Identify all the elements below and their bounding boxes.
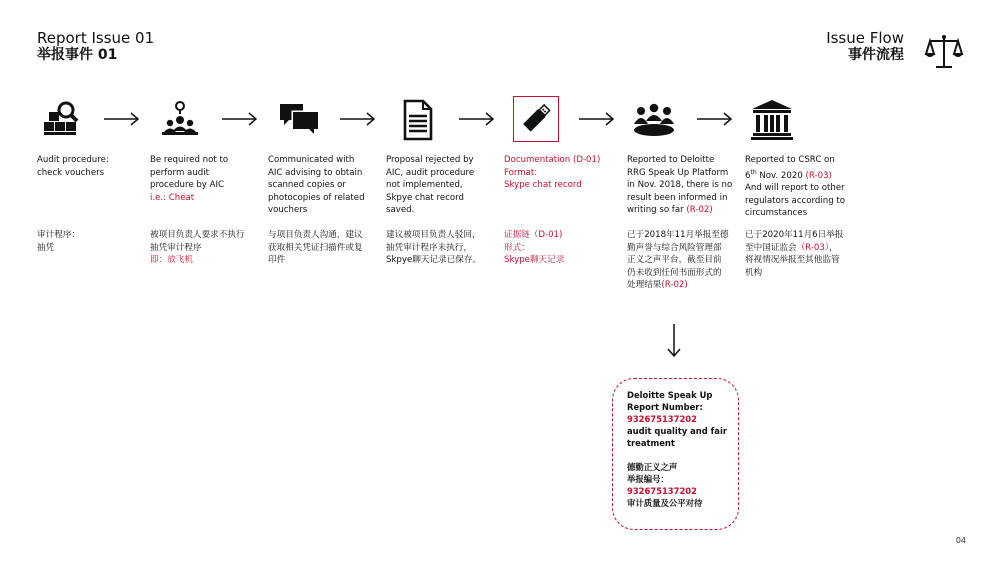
chat-bubbles-icon bbox=[277, 98, 321, 142]
report-title-en: Report Issue 01 bbox=[37, 29, 155, 47]
step-communicated: Communicated with AIC advising to obtain scanned copies or photocopies of related vouchers bbox=[268, 155, 365, 216]
step-required-not-perform: Be required not to perform audit procedure by AIC i.e.: Cheat bbox=[150, 155, 229, 203]
courthouse-icon bbox=[750, 98, 794, 142]
flow-arrow bbox=[104, 111, 140, 125]
person-group-pin-icon bbox=[158, 98, 202, 142]
meeting-table-icon bbox=[632, 98, 676, 142]
flow-arrow bbox=[697, 111, 733, 125]
step-audit-procedure-zh: 审计程序： 抽凭 bbox=[37, 230, 80, 253]
section-title-en: Issue Flow bbox=[826, 29, 904, 47]
down-arrow bbox=[664, 324, 684, 358]
flow-arrow bbox=[579, 111, 615, 125]
step-reported-deloitte: Reported to Deloitte RRG Speak Up Platform in Nov. 2018, there is no result been informed in writing so far (R-02) bbox=[627, 155, 733, 216]
step-documentation: Documentation (D-01) Format: Skype chat record bbox=[504, 155, 601, 191]
report-number: 932675137202 bbox=[627, 414, 697, 424]
report-number-zh: 932675137202 bbox=[627, 486, 697, 496]
flow-arrow bbox=[340, 111, 376, 125]
document-icon bbox=[396, 98, 440, 142]
report-title-zh: 举报事件 01 bbox=[37, 47, 118, 63]
reference-r02: (R-02) bbox=[686, 205, 713, 216]
step-required-not-perform-zh: 被项目负责人要求不执行 抽凭审计程序 即：放飞机 bbox=[150, 230, 245, 266]
step-text-en: Audit procedure: check vouchers bbox=[37, 155, 109, 178]
report-number-box: Deloitte Speak Up Report Number: 932675137202 audit quality and fair treatment 德勤正义之声 举报编号： 932675137202 审计质量及公平对待 bbox=[612, 378, 739, 530]
usb-drive-icon bbox=[513, 96, 559, 142]
section-title bbox=[826, 30, 904, 63]
step-reported-csrc-zh: 已于2020年11月6日举报 至中国证监会（R-03）， 将视情况举报至其他监管 机构 bbox=[745, 230, 844, 278]
reference-r03-zh: （R-03） bbox=[796, 242, 830, 253]
report-title bbox=[37, 30, 154, 63]
reference-r03: (R-03) bbox=[805, 170, 832, 181]
flow-arrow bbox=[222, 111, 258, 125]
step-audit-procedure bbox=[37, 154, 137, 179]
warehouse-search-icon bbox=[38, 98, 82, 142]
flow-arrow bbox=[459, 111, 495, 125]
section-title-zh: 事件流程 bbox=[848, 47, 904, 63]
step-communicated-zh: 与项目负责人沟通，建议 获取相关凭证扫描件或复 印件 bbox=[268, 230, 363, 266]
step-proposal-rejected: Proposal rejected by AIC, audit procedure not implemented, Skpye chat record saved. bbox=[386, 155, 475, 216]
scale-icon bbox=[924, 32, 964, 72]
step-documentation-zh: 证据链（D-01) 形式： Skype聊天记录 bbox=[504, 230, 565, 266]
step-proposal-rejected-zh: 建议被项目负责人驳回， 抽凭审计程序未执行， Skpye聊天记录已保存。 bbox=[386, 230, 482, 266]
page-number: 04 bbox=[955, 536, 966, 545]
reference-r02-zh: (R-02) bbox=[661, 280, 688, 291]
step-reported-csrc: Reported to CSRC on 6th Nov. 2020 (R-03) And will report to other regulators according to circumstances bbox=[745, 155, 846, 219]
step-reported-deloitte-zh: 已于2018年11月举报至德 勤声誉与综合风险管理部 正义之声平台，截至目前 仍未收到任何书面形式的 处理结果(R-02) bbox=[627, 230, 729, 291]
